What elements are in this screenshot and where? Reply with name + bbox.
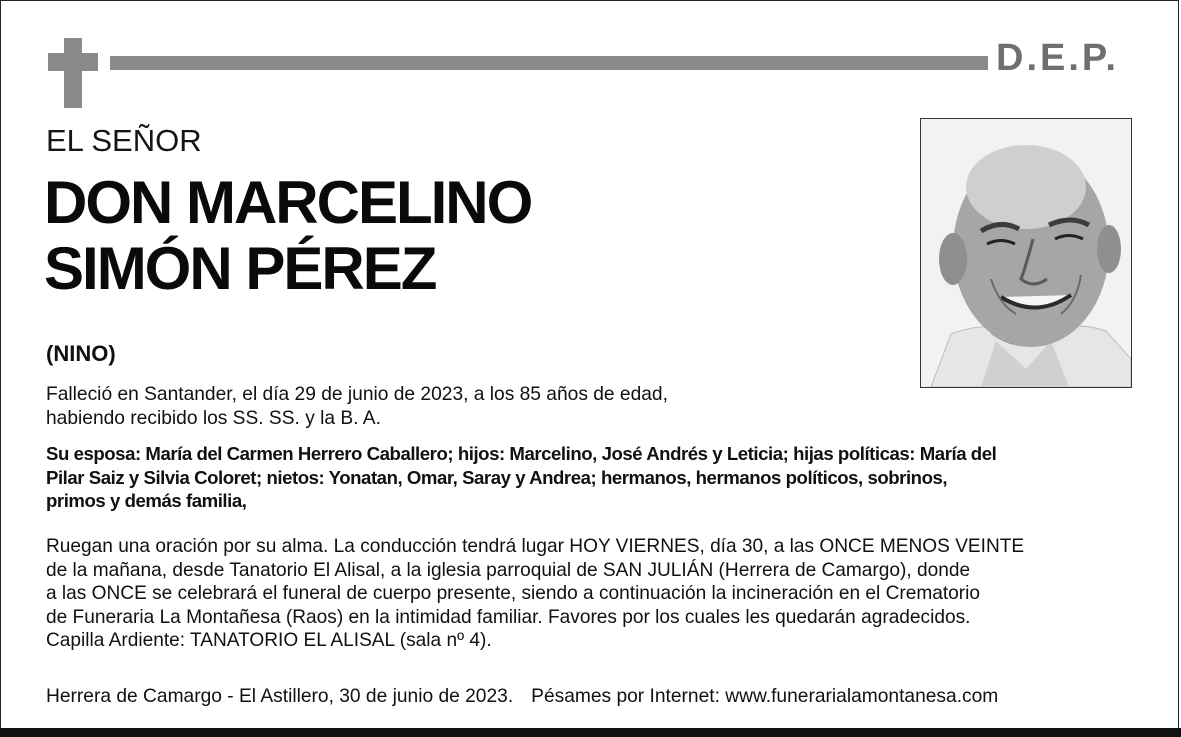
family-line: Pilar Saiz y Silvia Coloret; nietos: Yonatan, Omar, Saray y Andrea; hermanos, hermanos políticos, sobrinos, xyxy=(46,466,948,488)
service-line: a las ONCE se celebrará el funeral de cuerpo presente, siendo a continuación la incineración en el Crematorio xyxy=(46,583,980,605)
family-line: primos y demás familia, xyxy=(46,490,247,512)
cross-icon xyxy=(48,38,98,108)
bottom-rule xyxy=(0,728,1181,737)
service-line: Capilla Ardiente: TANATORIO EL ALISAL (sala nº 4). xyxy=(46,630,492,652)
header-rule xyxy=(110,56,988,70)
name-line-1: DON MARCELINO xyxy=(44,169,532,236)
service-line: Ruegan una oración por su alma. La conducción tendrá lugar HOY VIERNES, día 30, a las ONCE MENOS VEINTE xyxy=(46,536,1025,557)
nickname: (NINO) xyxy=(46,341,116,366)
service-line: de la mañana, desde Tanatorio El Alisal, a la iglesia parroquial de SAN JULIÁN (Herrera de Camargo), donde xyxy=(46,559,971,581)
service-line: de Funeraria La Montañesa (Raos) en la intimidad familiar. Favores por los cuales les quedarán agradecidos. xyxy=(46,606,971,628)
name-line-2: SIMÓN PÉREZ xyxy=(44,235,436,302)
death-line: Falleció en Santander, el día 29 de junio de 2023, a los 85 años de edad, xyxy=(46,384,668,405)
footer xyxy=(46,684,1136,710)
service-details xyxy=(46,535,1126,653)
dep-label: D.E.P. xyxy=(996,37,1119,79)
honorific: EL SEÑOR xyxy=(46,123,202,158)
portrait-photo xyxy=(920,118,1132,388)
family-line: Su esposa: María del Carmen Herrero Caballero; hijos: Marcelino, José Andrés y Leticia; hijas políticas: María del xyxy=(46,443,997,464)
death-details xyxy=(46,383,906,430)
death-line: habiendo recibido los SS. SS. y la B. A. xyxy=(46,407,381,429)
place-date: Herrera de Camargo - El Astillero, 30 de junio de 2023. xyxy=(46,686,514,707)
deceased-name xyxy=(44,170,531,302)
condolences-link[interactable]: Pésames por Internet: www.funerarialamontanesa.com xyxy=(531,686,999,707)
family-list xyxy=(46,442,1126,513)
